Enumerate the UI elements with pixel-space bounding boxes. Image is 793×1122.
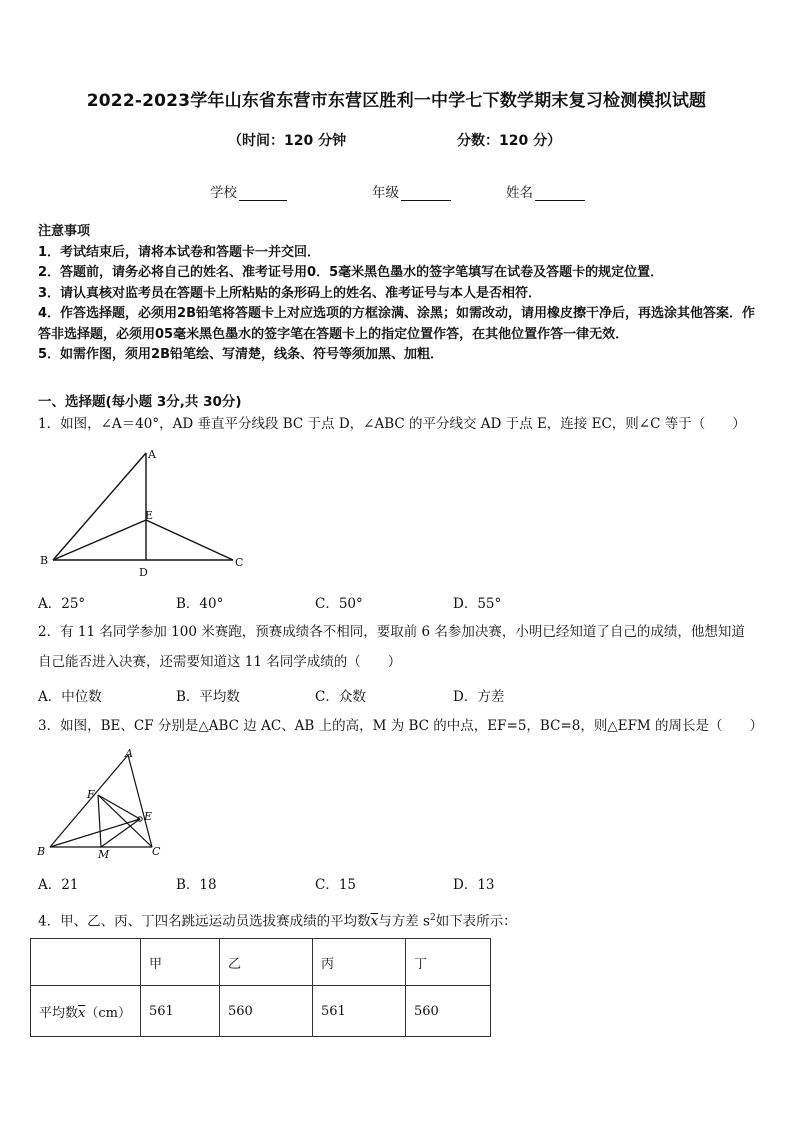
option-b[interactable]: B．18 — [176, 877, 217, 893]
notice-item: 5．如需作图，须用2B铅笔绘、写清楚，线条、符号等须加黑、加粗． — [38, 347, 443, 362]
question-text: 2．有 11 名同学参加 100 米赛跑，预赛成绩各不相同，要取前 6 名参加决赛，小明已经知道了自己的成绩，他想知道自己能否进入决赛，还需要知道这 11 名同学成绩的（ ） — [38, 624, 745, 670]
question-3-options — [38, 873, 758, 893]
name-label: 姓名 — [506, 185, 533, 201]
question-4-text-end: 如下表所示： — [435, 913, 517, 930]
label-e: E — [144, 810, 153, 823]
label-d: D — [139, 566, 148, 579]
school-field[interactable] — [210, 181, 287, 201]
table-header-cell: 丁 — [406, 939, 491, 986]
notice-item: 3．请认真核对监考员在答题卡上所粘贴的条形码上的姓名、准考证号与本人是否相符． — [38, 285, 542, 301]
name-blank[interactable] — [535, 186, 585, 201]
row-unit: （cm） — [85, 1005, 131, 1021]
school-label: 学校 — [210, 185, 237, 201]
table-header-cell: 丙 — [313, 939, 406, 986]
notice-block — [38, 222, 758, 366]
question-text — [38, 903, 758, 937]
table-cell: 561 — [141, 986, 220, 1037]
label-a: A — [125, 747, 133, 760]
label-c: C — [235, 556, 244, 569]
question-4-text-mid: 与方差 s — [378, 913, 430, 930]
line-fm — [98, 795, 101, 847]
option-d[interactable]: D．55° — [453, 596, 502, 612]
option-c[interactable]: C．15 — [315, 877, 357, 893]
stats-table — [30, 938, 491, 1037]
question-1-options — [38, 592, 758, 612]
xbar-symbol: $\overline{x}$ — [370, 913, 379, 930]
name-field[interactable] — [506, 181, 585, 201]
label-m: M — [98, 848, 110, 861]
page-title: 2022-2023学年山东省东营市东营区胜利一中学七下数学期末复习检测模拟试题 — [86, 91, 707, 111]
notice-item: 4．作答选择题，必须用2B铅笔将答题卡上对应选项的方框涂满、涂黑；如需改动，请用橡皮擦干净后，再选涂其他答案．作答非选择题，必须用05毫米黑色墨水的签字笔在答题卡上的指定位置作答，在其他位置作答一律无效． — [38, 306, 756, 342]
table-row — [31, 986, 491, 1037]
question-2-options — [38, 685, 758, 705]
option-b[interactable]: B．40° — [176, 596, 224, 612]
grade-blank[interactable] — [401, 186, 451, 201]
notice-item: 2．答题前，请务必将自己的姓名、准考证号用0．5毫米黑色墨水的签字笔填写在试卷及答题卡的规定位置． — [38, 265, 664, 280]
square-superscript: 2 — [429, 913, 436, 923]
notice-heading: 注意事项 — [38, 224, 91, 239]
table-header-row — [31, 939, 491, 986]
table-header-cell: 乙 — [220, 939, 313, 986]
grade-field[interactable] — [372, 181, 451, 201]
question-3-figure — [32, 744, 172, 864]
table-cell: 560 — [220, 986, 313, 1037]
question-1 — [38, 409, 758, 439]
school-blank[interactable] — [239, 186, 287, 201]
table-cell: 560 — [406, 986, 491, 1037]
question-text: 3．如图，BE、CF 分别是△ABC 边 AC、AB 上的高，M 为 BC 的中点，EF=5，BC=8，则△EFM 的周长是（ ） — [38, 718, 764, 734]
label-b: B — [37, 845, 46, 858]
line-me — [101, 819, 140, 847]
label-e: E — [145, 509, 154, 522]
table-cell — [31, 939, 141, 986]
score-info: 分数：120 分） — [457, 133, 562, 149]
question-1-figure — [36, 445, 251, 580]
option-c[interactable]: C．众数 — [315, 689, 366, 705]
question-4 — [38, 903, 758, 937]
question-3 — [38, 711, 764, 741]
option-d[interactable]: D．方差 — [453, 689, 505, 705]
option-a[interactable]: A．中位数 — [38, 689, 102, 705]
table-header-cell: 甲 — [141, 939, 220, 986]
question-4-text-start: 4．甲、乙、丙、丁四名跳远运动员选拔赛成绩的平均数 — [38, 913, 371, 930]
line-be — [53, 520, 146, 560]
question-2 — [38, 617, 758, 677]
line-ab — [53, 453, 146, 560]
line-ac — [128, 755, 152, 847]
xbar-symbol: $\overline{x}$ — [78, 1005, 86, 1021]
option-a[interactable]: A．21 — [38, 877, 79, 893]
option-a[interactable]: A．25° — [38, 596, 86, 612]
time-info: （时间：120 分钟 — [228, 133, 347, 149]
table-cell: 561 — [313, 986, 406, 1037]
section-heading: 一、选择题(每小题 3分,共 30分) — [38, 394, 242, 410]
option-c[interactable]: C．50° — [315, 596, 363, 612]
question-text: 1．如图，∠A＝40°，AD 垂直平分线段 BC 于点 D，∠ABC 的平分线交 AD 于点 E，连接 EC，则∠C 等于（ ） — [38, 416, 746, 432]
label-b: B — [40, 554, 49, 567]
label-c: C — [152, 845, 161, 858]
row-label-cell — [31, 986, 141, 1037]
notice-item: 1．考试结束后，请将本试卷和答题卡一并交回． — [38, 244, 321, 260]
option-b[interactable]: B．平均数 — [176, 689, 240, 705]
label-a: A — [148, 448, 156, 461]
line-ec — [146, 520, 233, 560]
line-ab — [50, 755, 128, 847]
grade-label: 年级 — [372, 185, 399, 201]
option-d[interactable]: D．13 — [453, 877, 495, 893]
row-label: 平均数 — [39, 1005, 79, 1021]
label-f: F — [87, 788, 95, 801]
